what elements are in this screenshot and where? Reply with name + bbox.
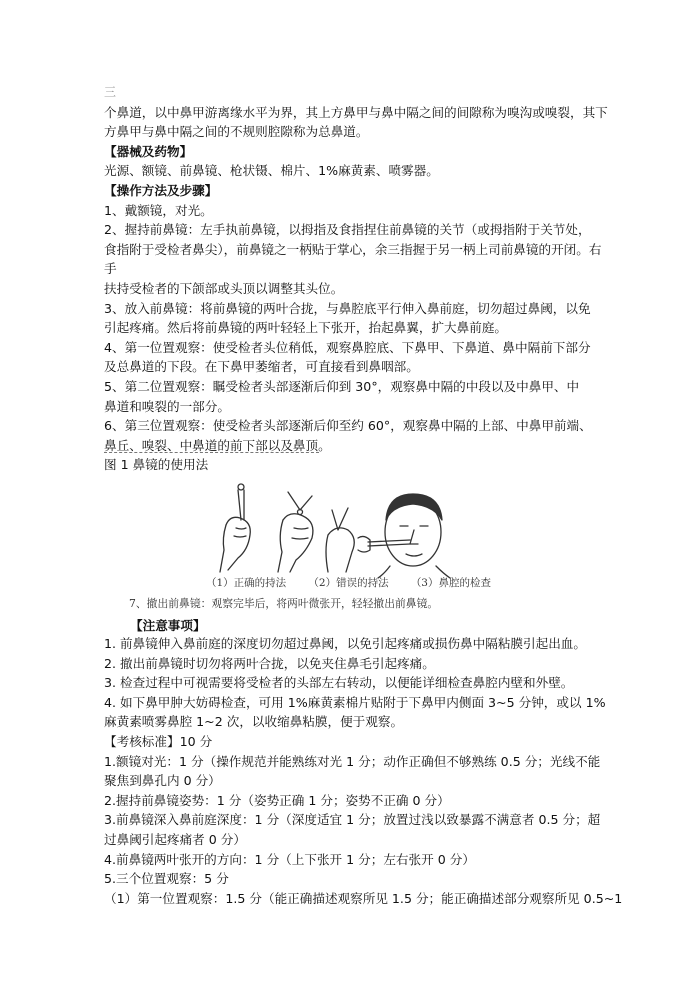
scoring-line: 4.前鼻镜两叶张开的方向：1 分（上下张开 1 分；左右张开 0 分） (104, 851, 475, 867)
text-line: 个鼻道，以中鼻甲游离缘水平为界，其上方鼻甲与鼻中隔之间的间隙称为嗅沟或嗅裂，其下 (104, 104, 608, 120)
caption-nasal-exam: （3）鼻腔的检查 (410, 577, 491, 589)
step-line: 及总鼻道的下段。在下鼻甲萎缩者，可直接看到鼻咽部。 (104, 359, 419, 375)
step-line: 引起疼痛。然后将前鼻镜的两叶轻轻上下张开，抬起鼻翼，扩大鼻前庭。 (104, 320, 507, 336)
scoring-line: 2.握持前鼻镜姿势：1 分（姿势正确 1 分；姿势不正确 0 分） (104, 792, 450, 808)
step-line: 鼻丘、嗅裂、中鼻道的前下部以及鼻顶。 (104, 437, 331, 453)
scoring-line: （1）第一位置观察：1.5 分（能正确描述观察所见 1.5 分；能正确描述部分观察所见 0.5~1 (104, 890, 623, 906)
note-line: 麻黄素喷雾鼻腔 1~2 次，以收缩鼻粘膜，便于观察。 (104, 714, 404, 730)
step-line: 3、放入前鼻镜：将前鼻镜的两叶合拢，与鼻腔底平行伸入鼻前庭，切勿超过鼻阈，以免 (104, 300, 591, 316)
text-line: 方鼻甲与鼻中隔之间的不规则腔隙称为总鼻道。 (104, 124, 369, 140)
step-7-text: 7、撤出前鼻镜：观察完毕后，将两叶微张开，轻轻撤出前鼻镜。 (129, 597, 439, 610)
note-line: 3. 检查过程中可视需要将受检者的头部左右转动，以便能详细检查鼻腔内壁和外壁。 (104, 675, 574, 691)
note-line: 4. 如下鼻甲肿大妨碍检查，可用 1%麻黄素棉片贴附于下鼻甲内侧面 3~5 分钟，或以 1% (104, 694, 606, 710)
step-line: 5、第二位置观察：瞩受检者头部逐渐后仰到 30°，观察鼻中隔的中段以及中鼻甲、中 (104, 378, 580, 394)
steps-heading: 【操作方法及步骤】 (104, 182, 218, 198)
scoring-line: 聚焦到鼻孔内 0 分） (104, 773, 221, 789)
step-line: 4、第一位置观察：使受检者头位稍低，观察鼻腔底、下鼻甲、下鼻道、鼻中隔前下部分 (104, 339, 591, 355)
caption-correct-grip: （1）正确的持法 (206, 577, 287, 589)
step-line: 6、第三位置观察：使受检者头部逐渐后仰至约 60°，观察鼻中隔的上部、中鼻甲前端、 (104, 418, 592, 434)
scoring-line: 5.三个位置观察：5 分 (104, 871, 229, 887)
step-line: 鼻道和嗅裂的一部分。 (104, 398, 230, 414)
step-line: 手 (104, 261, 117, 277)
figure-title: 图 1 鼻镜的使用法 (104, 457, 209, 473)
step-line: 1、戴额镜，对光。 (104, 202, 213, 218)
note-line: 2. 撤出前鼻镜时切勿将两叶合拢，以免夹住鼻毛引起疼痛。 (104, 655, 435, 671)
equipment-heading: 【器械及药物】 (104, 143, 193, 159)
upper-text-block (104, 83, 608, 475)
equipment-text: 光源、额镜、前鼻镜、枪状镊、棉片、1%麻黄素、喷雾器。 (104, 163, 439, 179)
figure-captions (206, 575, 491, 590)
nasal-exam-drawing (358, 494, 450, 578)
page-mark: 三 (104, 85, 117, 99)
scoring-line: 过鼻阈引起疼痛者 0 分） (104, 831, 246, 847)
scoring-line: 1.额镜对光：1 分（操作规范并能熟练对光 1 分；动作正确但不够熟练 0.5 分；光线不能 (104, 753, 601, 769)
step-line: 扶持受检者的下颌部或头顶以调整其头位。 (104, 280, 344, 296)
separator-line (104, 452, 319, 453)
lower-text-block (104, 634, 623, 908)
notes-heading: 【注意事项】 (130, 618, 206, 633)
step-line: 2、握持前鼻镜：左手执前鼻镜，以拇指及食指捏住前鼻镜的关节（或拇指附于关节处， (104, 222, 591, 238)
note-line: 1. 前鼻镜伸入鼻前庭的深度切勿超过鼻阈，以免引起疼痛或损伤鼻中隔粘膜引起出血。 (104, 636, 586, 651)
speculum-illustration (208, 480, 468, 580)
step-line: 食指附于受检者鼻尖），前鼻镜之一柄贴于掌心，余三指握于另一柄上司前鼻镜的开闭。右 (104, 241, 602, 257)
hand-correct-grip-drawing (220, 484, 250, 572)
scoring-heading: 【考核标准】10 分 (104, 733, 213, 749)
caption-wrong-grip: （2）错误的持法 (308, 577, 389, 589)
scoring-line: 3.前鼻镜深入鼻前庭深度：1 分（深度适宜 1 分；放置过浅以致暴露不满意者 0.5 分；超 (104, 812, 601, 828)
hand-wrong-grip-drawing (278, 492, 354, 572)
